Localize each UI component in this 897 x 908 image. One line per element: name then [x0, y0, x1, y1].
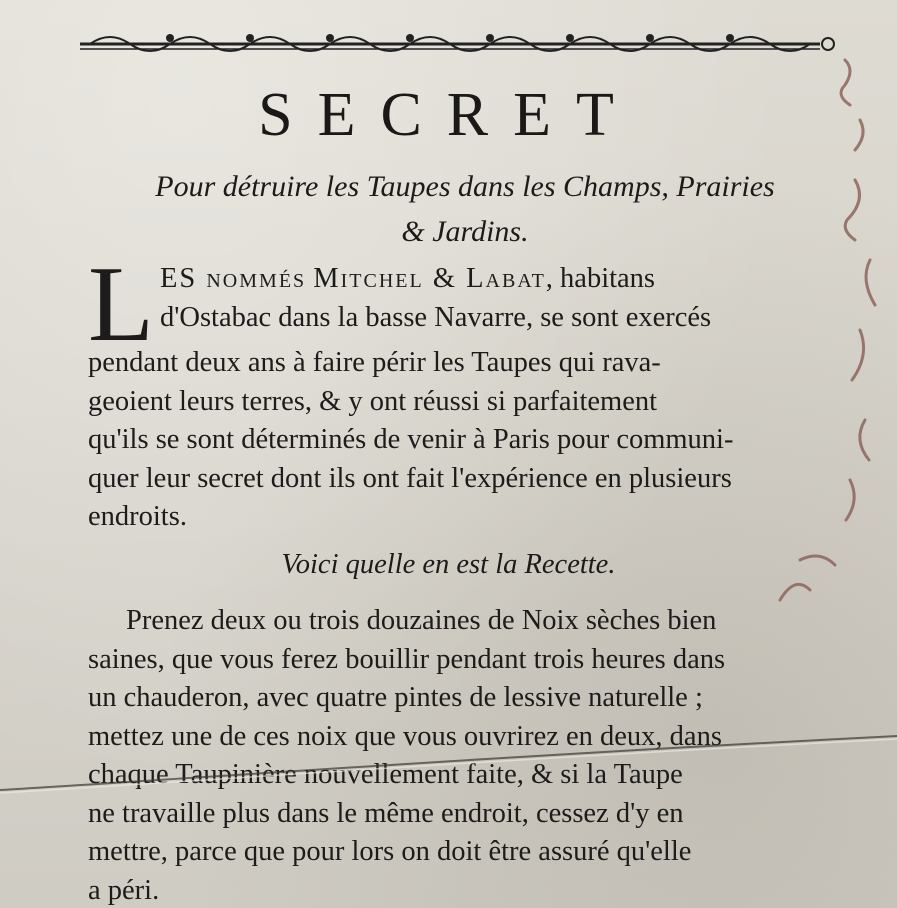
paragraph-2-line-8: a péri. [88, 874, 160, 906]
paragraph-1-line-6: quer leur secret dont ils ont fait l'expérience en plusieurs [88, 462, 732, 494]
author-names: Mitchel & Labat [313, 263, 546, 294]
paragraph-1-line-3: pendant deux ans à faire périr les Taupes qui rava- [88, 347, 661, 378]
paragraph-1-line-5: qu'ils se sont déterminés de venir à Paris pour communi- [88, 424, 734, 455]
first-line-tail: , habitans [545, 263, 656, 294]
paragraph-1-line-2: d'Ostabac dans la basse Navarre, se sont exercés [159, 301, 712, 333]
paragraph-1-line-1 [88, 260, 858, 299]
drop-cap: L [88, 245, 154, 364]
paragraph-2 [88, 602, 858, 908]
paragraph-2-line-7: mettre, parce que pour lors on doit être assuré qu'elle [88, 836, 692, 867]
page-title: SECRET [258, 81, 639, 149]
subtitle-line-2: & Jardins. [401, 215, 529, 248]
paragraph-2-line-5: chaque Taupinière nouvellement faite, & si la Taupe [88, 759, 683, 790]
paragraph-2-line-4: mettez une de ces noix que vous ouvrirez en deux, dans [88, 720, 722, 752]
paragraph-2-line-1: Prenez deux ou trois douzaines de Noix sèches bien [126, 605, 717, 636]
recipe-heading: Voici quelle en est la Recette. [281, 549, 616, 580]
paragraph-1 [88, 245, 858, 537]
paragraph-2-line-6: ne travaille plus dans le même endroit, cessez d'y en [88, 797, 684, 829]
subtitle-line-1: Pour détruire les Taupes dans les Champs, Prairies [155, 170, 775, 203]
ornament-border [80, 30, 840, 58]
paragraph-2-line-2: saines, que vous ferez bouillir pendant trois heures dans [88, 643, 726, 675]
paragraph-1-line-7: endroits. [88, 501, 187, 532]
first-words: ES nommés [159, 263, 307, 294]
paragraph-1-line-4: geoient leurs terres, & y ont réussi si parfaitement [88, 385, 658, 417]
paragraph-2-line-3: un chauderon, avec quatre pintes de lessive naturelle ; [88, 682, 703, 713]
